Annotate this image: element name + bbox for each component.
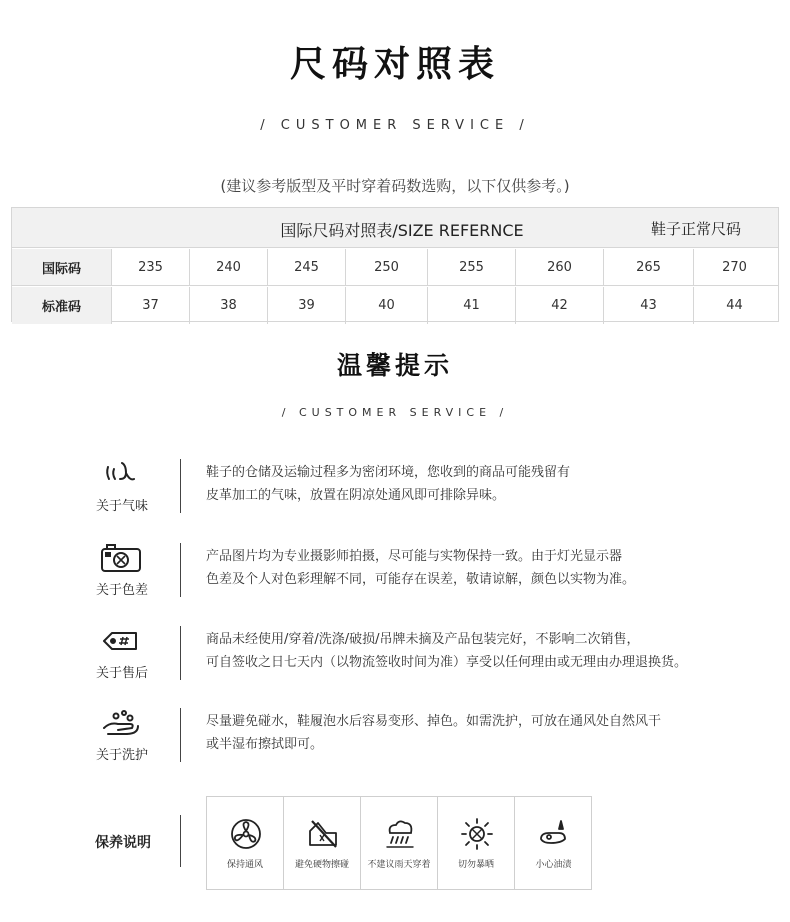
tips-subtitle: / CUSTOMER SERVICE /	[281, 406, 509, 419]
care-item-no-sun	[438, 797, 515, 889]
tip-line: 色差及个人对色彩理解不同，可能存在误差，敬请谅解，颜色以实物为准。	[206, 572, 636, 587]
table-cell: 44	[726, 298, 743, 313]
table-cell: 235	[112, 249, 190, 285]
table-cell: 255	[428, 249, 516, 285]
divider	[180, 815, 181, 867]
table-row-international	[12, 249, 778, 286]
page-subtitle: / CUSTOMER SERVICE /	[260, 118, 530, 133]
sun-icon	[460, 817, 494, 851]
divider	[180, 459, 181, 513]
divider	[180, 626, 181, 680]
care-item-oil	[515, 797, 592, 889]
divider	[180, 708, 181, 762]
table-header	[12, 208, 778, 248]
tip-line: 商品未经使用/穿着/洗涤/破损/吊牌未摘及产品包装完好，不影响二次销售，	[206, 632, 640, 647]
care-item-label: 切勿暴晒	[457, 860, 494, 870]
tip-smell	[0, 457, 790, 517]
care-item-label: 避免硬物擦碰	[294, 860, 349, 870]
fan-icon	[229, 817, 263, 851]
tip-label: 关于色差	[95, 583, 148, 598]
size-note: (建议参考版型及平时穿着码数选购，以下仅供参考。)	[220, 177, 570, 195]
care-item-label: 不建议雨天穿着	[367, 860, 431, 870]
care-item-no-rain	[361, 797, 438, 889]
tip-color	[0, 541, 790, 601]
rain-icon	[383, 817, 417, 851]
tip-label: 关于气味	[95, 499, 148, 514]
table-cell: 245	[268, 249, 346, 285]
tip-care	[0, 706, 790, 766]
table-header-main: 国际尺码对照表/SIZE REFERNCE	[280, 221, 524, 240]
wash-hands-icon	[98, 708, 144, 738]
tip-aftersale	[0, 624, 790, 684]
care-panel	[206, 796, 592, 890]
tip-line: 尽量避免碰水，鞋履泡水后容易变形、掉色。如需洗护，可放在通风处自然风干	[206, 714, 662, 729]
table-header-side: 鞋子正常尺码	[650, 220, 741, 238]
table-cell: 250	[346, 249, 428, 285]
smell-icon	[98, 459, 144, 489]
tip-text	[206, 461, 766, 507]
size-table	[11, 207, 779, 322]
table-cell: 265	[604, 249, 694, 285]
tip-line: 可自签收之日七天内（以物流签收时间为准）享受以任何理由或无理由办理退换货。	[206, 655, 688, 670]
tip-line: 皮革加工的气味，放置在阴凉处通风即可排除异味。	[206, 488, 506, 503]
tip-label: 关于洗护	[95, 748, 148, 763]
page-title: 尺码对照表	[289, 44, 500, 85]
table-cell: 40	[346, 287, 428, 324]
table-cell: 240	[190, 249, 268, 285]
row-label: 国际码	[12, 249, 112, 285]
no-hard-object-icon	[306, 817, 340, 851]
tag-icon	[98, 626, 144, 656]
camera-icon	[98, 543, 144, 573]
care-item-no-hard-objects	[284, 797, 361, 889]
care-item-label: 小心油渍	[535, 860, 572, 870]
table-cell: 270	[722, 259, 747, 275]
table-cell: 38	[190, 287, 268, 324]
table-cell: 39	[268, 287, 346, 324]
tip-line: 鞋子的仓储及运输过程多为密闭环境，您收到的商品可能残留有	[206, 465, 571, 480]
table-cell: 37	[112, 287, 190, 324]
care-label: 保养说明	[95, 835, 151, 851]
care-item-ventilate	[207, 797, 284, 889]
tip-label: 关于售后	[95, 666, 148, 681]
tip-text	[206, 628, 766, 674]
oil-stain-icon	[537, 817, 571, 851]
table-cell: 42	[516, 287, 604, 324]
care-item-label: 保持通风	[226, 860, 263, 870]
divider	[180, 543, 181, 597]
tip-text	[206, 710, 766, 756]
tip-line: 产品图片均为专业摄影师拍摄，尽可能与实物保持一致。由于灯光显示器	[206, 549, 623, 564]
table-row-standard	[12, 287, 778, 324]
table-cell: 260	[516, 249, 604, 285]
tip-text	[206, 545, 766, 591]
table-cell: 43	[604, 287, 694, 324]
row-label: 标准码	[12, 287, 112, 324]
tips-title: 温馨提示	[336, 351, 453, 380]
tip-line: 或半湿布擦拭即可。	[206, 737, 324, 752]
table-cell: 41	[428, 287, 516, 324]
